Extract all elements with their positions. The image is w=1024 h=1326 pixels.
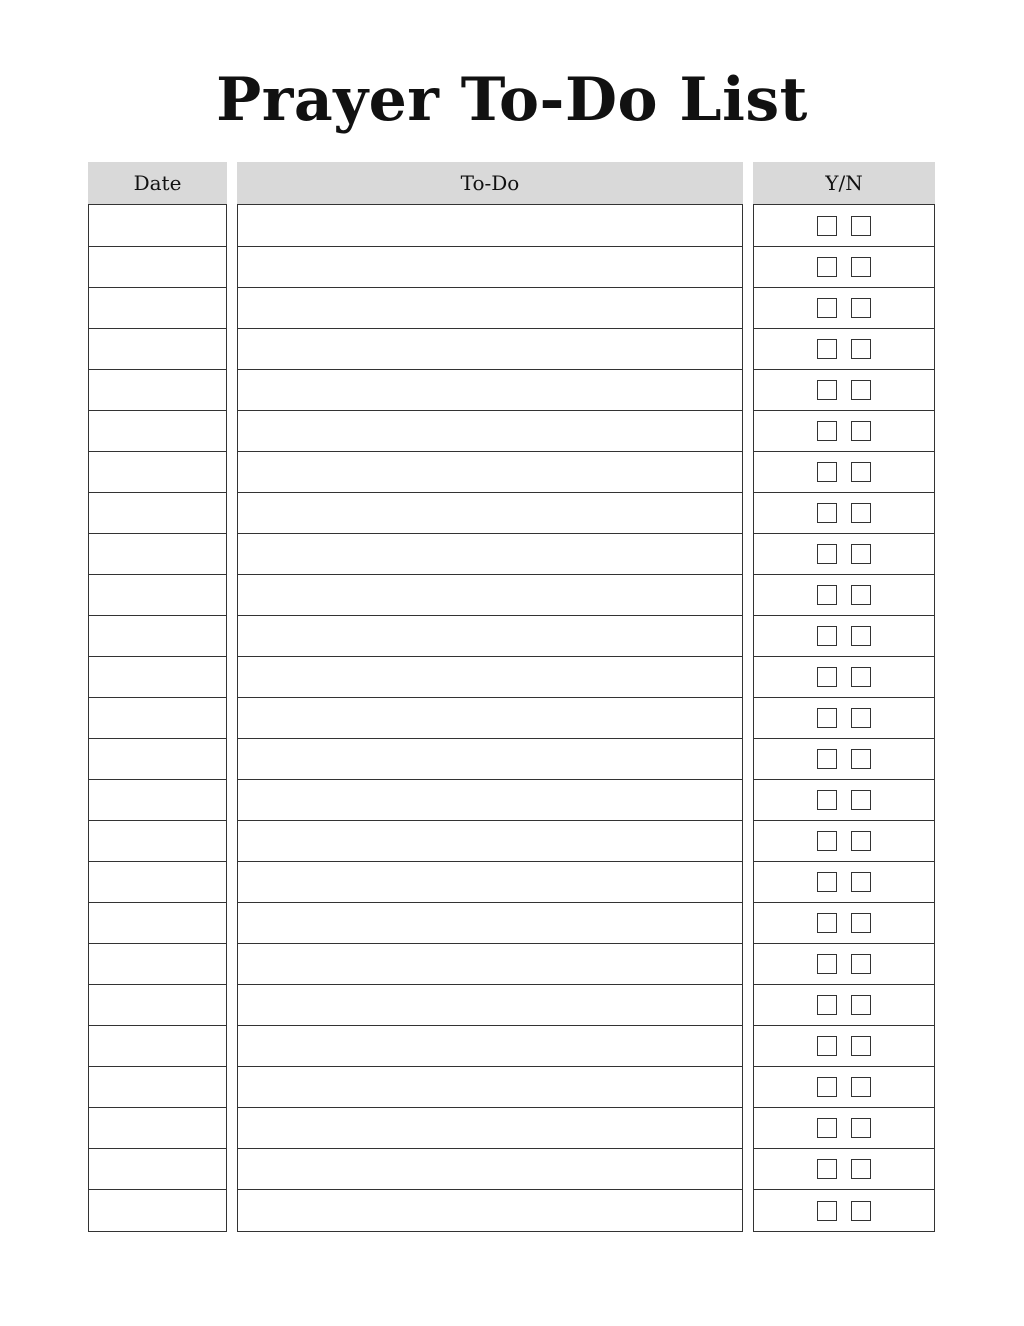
yn-cell [754, 1066, 934, 1108]
todo-column [237, 162, 743, 1232]
no-checkbox-icon[interactable] [851, 1036, 871, 1056]
no-checkbox-icon[interactable] [851, 257, 871, 277]
no-checkbox-icon[interactable] [851, 749, 871, 769]
yes-checkbox-icon[interactable] [817, 954, 837, 974]
todo-cell[interactable] [238, 205, 742, 247]
date-cell[interactable] [89, 451, 226, 493]
no-checkbox-icon[interactable] [851, 1118, 871, 1138]
yn-cell [754, 246, 934, 288]
yn-cell [754, 1107, 934, 1149]
date-header: Date [88, 162, 227, 204]
todo-cell[interactable] [238, 1066, 742, 1108]
yes-checkbox-icon[interactable] [817, 790, 837, 810]
todo-cell[interactable] [238, 902, 742, 944]
todo-header: To-Do [237, 162, 743, 204]
yn-cell [754, 410, 934, 452]
yes-checkbox-icon[interactable] [817, 503, 837, 523]
date-cell[interactable] [89, 697, 226, 739]
yn-cell [754, 1189, 934, 1231]
yes-checkbox-icon[interactable] [817, 216, 837, 236]
date-cell[interactable] [89, 1107, 226, 1149]
yes-checkbox-icon[interactable] [817, 626, 837, 646]
yn-cell [754, 656, 934, 698]
date-cell[interactable] [89, 574, 226, 616]
todo-cell[interactable] [238, 246, 742, 288]
todo-cell[interactable] [238, 410, 742, 452]
no-checkbox-icon[interactable] [851, 1077, 871, 1097]
date-cell[interactable] [89, 246, 226, 288]
todo-cell[interactable] [238, 738, 742, 780]
no-checkbox-icon[interactable] [851, 708, 871, 728]
yes-checkbox-icon[interactable] [817, 421, 837, 441]
date-cell[interactable] [89, 779, 226, 821]
yn-cell [754, 574, 934, 616]
yes-checkbox-icon[interactable] [817, 1159, 837, 1179]
yn-cell [754, 205, 934, 247]
yn-cell [754, 1025, 934, 1067]
yn-cell [754, 328, 934, 370]
todo-cell[interactable] [238, 328, 742, 370]
todo-cell[interactable] [238, 1148, 742, 1190]
date-cell[interactable] [89, 369, 226, 411]
date-cell[interactable] [89, 615, 226, 657]
yn-cell [754, 1148, 934, 1190]
date-column [88, 162, 227, 1232]
yes-checkbox-icon[interactable] [817, 339, 837, 359]
date-cell[interactable] [89, 328, 226, 370]
todo-cell[interactable] [238, 574, 742, 616]
date-cell[interactable] [89, 492, 226, 534]
no-checkbox-icon[interactable] [851, 503, 871, 523]
no-checkbox-icon[interactable] [851, 421, 871, 441]
yes-checkbox-icon[interactable] [817, 1201, 837, 1221]
no-checkbox-icon[interactable] [851, 544, 871, 564]
yn-cell [754, 451, 934, 493]
date-cell[interactable] [89, 1025, 226, 1067]
no-checkbox-icon[interactable] [851, 831, 871, 851]
yn-header: Y/N [753, 162, 935, 204]
yes-checkbox-icon[interactable] [817, 995, 837, 1015]
todo-cell[interactable] [238, 984, 742, 1026]
yn-cell [754, 861, 934, 903]
yes-checkbox-icon[interactable] [817, 667, 837, 687]
todo-cell[interactable] [238, 615, 742, 657]
no-checkbox-icon[interactable] [851, 995, 871, 1015]
todo-rows [237, 204, 743, 1232]
no-checkbox-icon[interactable] [851, 380, 871, 400]
no-checkbox-icon[interactable] [851, 1159, 871, 1179]
todo-cell[interactable] [238, 656, 742, 698]
date-cell[interactable] [89, 205, 226, 247]
date-cell[interactable] [89, 1148, 226, 1190]
todo-cell[interactable] [238, 697, 742, 739]
yn-rows [753, 204, 935, 1232]
no-checkbox-icon[interactable] [851, 216, 871, 236]
yn-cell [754, 533, 934, 575]
no-checkbox-icon[interactable] [851, 913, 871, 933]
yes-checkbox-icon[interactable] [817, 462, 837, 482]
date-cell[interactable] [89, 533, 226, 575]
yn-cell [754, 943, 934, 985]
yn-cell [754, 779, 934, 821]
no-checkbox-icon[interactable] [851, 1201, 871, 1221]
date-cell[interactable] [89, 1189, 226, 1231]
yes-checkbox-icon[interactable] [817, 585, 837, 605]
date-cell[interactable] [89, 943, 226, 985]
todo-cell[interactable] [238, 861, 742, 903]
date-cell[interactable] [89, 902, 226, 944]
date-cell[interactable] [89, 287, 226, 329]
yes-checkbox-icon[interactable] [817, 1036, 837, 1056]
todo-cell[interactable] [238, 779, 742, 821]
yn-cell [754, 738, 934, 780]
no-checkbox-icon[interactable] [851, 298, 871, 318]
todo-cell[interactable] [238, 287, 742, 329]
yes-checkbox-icon[interactable] [817, 298, 837, 318]
no-checkbox-icon[interactable] [851, 872, 871, 892]
todo-cell[interactable] [238, 451, 742, 493]
yn-cell [754, 369, 934, 411]
yes-checkbox-icon[interactable] [817, 1118, 837, 1138]
yes-checkbox-icon[interactable] [817, 872, 837, 892]
yes-checkbox-icon[interactable] [817, 913, 837, 933]
yes-checkbox-icon[interactable] [817, 257, 837, 277]
yn-cell [754, 820, 934, 862]
yn-cell [754, 984, 934, 1026]
no-checkbox-icon[interactable] [851, 667, 871, 687]
yn-cell [754, 492, 934, 534]
yes-checkbox-icon[interactable] [817, 380, 837, 400]
date-cell[interactable] [89, 738, 226, 780]
yn-cell [754, 287, 934, 329]
todo-cell[interactable] [238, 1025, 742, 1067]
yes-checkbox-icon[interactable] [817, 544, 837, 564]
yes-checkbox-icon[interactable] [817, 708, 837, 728]
date-rows [88, 204, 227, 1232]
yes-checkbox-icon[interactable] [817, 749, 837, 769]
no-checkbox-icon[interactable] [851, 790, 871, 810]
yn-cell [754, 615, 934, 657]
page-title: Prayer To-Do List [216, 65, 808, 135]
no-checkbox-icon[interactable] [851, 462, 871, 482]
todo-cell[interactable] [238, 820, 742, 862]
todo-cell[interactable] [238, 492, 742, 534]
date-cell[interactable] [89, 861, 226, 903]
todo-cell[interactable] [238, 369, 742, 411]
todo-cell[interactable] [238, 1107, 742, 1149]
no-checkbox-icon[interactable] [851, 585, 871, 605]
todo-cell[interactable] [238, 533, 742, 575]
date-cell[interactable] [89, 656, 226, 698]
yn-cell [754, 697, 934, 739]
date-cell[interactable] [89, 410, 226, 452]
date-cell[interactable] [89, 820, 226, 862]
yes-checkbox-icon[interactable] [817, 831, 837, 851]
todo-cell[interactable] [238, 943, 742, 985]
yes-checkbox-icon[interactable] [817, 1077, 837, 1097]
date-cell[interactable] [89, 984, 226, 1026]
todo-cell[interactable] [238, 1189, 742, 1231]
no-checkbox-icon[interactable] [851, 954, 871, 974]
no-checkbox-icon[interactable] [851, 339, 871, 359]
yn-cell [754, 902, 934, 944]
no-checkbox-icon[interactable] [851, 626, 871, 646]
yn-column [753, 162, 935, 1232]
date-cell[interactable] [89, 1066, 226, 1108]
